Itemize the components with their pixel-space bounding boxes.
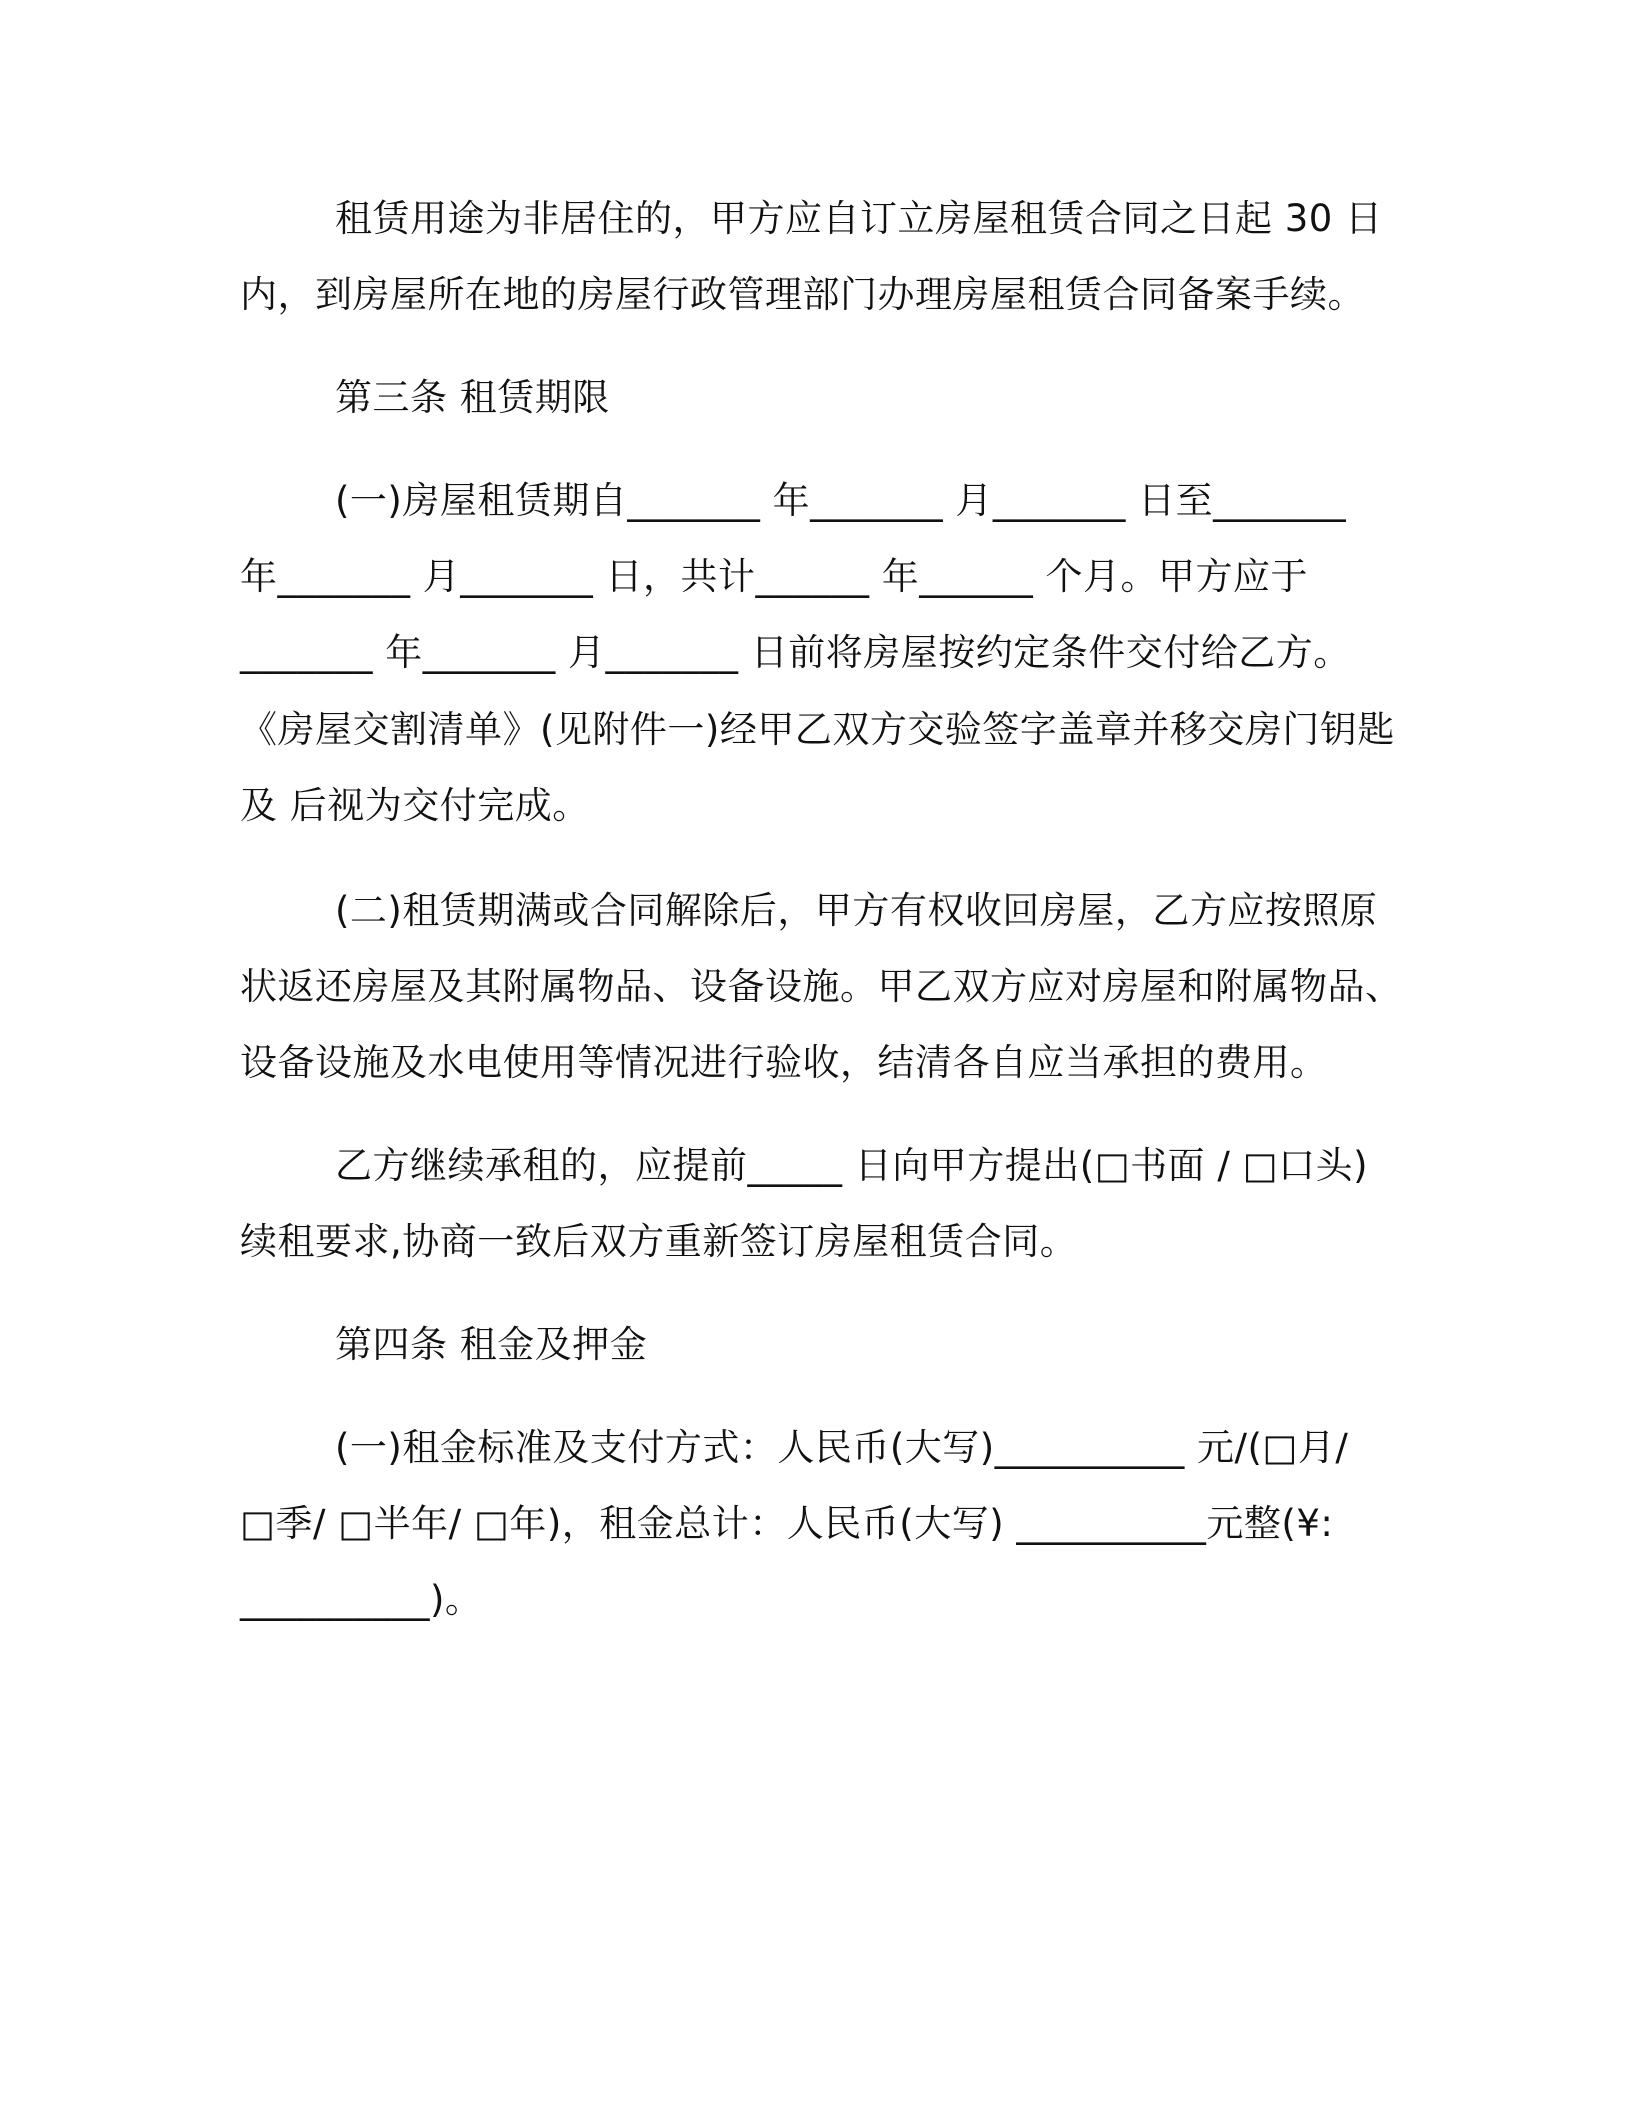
article-3-heading: 第三条 租赁期限 <box>335 376 610 419</box>
paragraph-rent-line-3: __________)。 <box>240 1578 483 1621</box>
paragraph-filing-line-1: 租赁用途为非居住的，甲方应自订立房屋租赁合同之日起 30 日 <box>335 197 1383 240</box>
paragraph-filing-line-2: 内，到房屋所在地的房屋行政管理部门办理房屋租赁合同备案手续。 <box>240 273 1365 316</box>
article-4-heading: 第四条 租金及押金 <box>335 1323 648 1366</box>
paragraph-term-line-5: 及 后视为交付完成。 <box>240 784 590 827</box>
paragraph-term-line-4: 《房屋交割清单》(见附件一)经甲乙双方交验签字盖章并移交房门钥匙 <box>240 708 1395 751</box>
paragraph-term-line-1: (一)房屋租赁期自_______ 年_______ 月_______ 日至_______ <box>335 479 1347 522</box>
paragraph-term-line-2: 年_______ 月_______ 日，共计______ 年______ 个月。甲方应于 <box>240 555 1309 598</box>
paragraph-rent-line-1: (一)租金标准及支付方式：人民币(大写)__________ 元/(□月/ <box>335 1426 1349 1469</box>
paragraph-renewal-line-1: 乙方继续承租的，应提前_____ 日向甲方提出(□书面 / □口头) <box>335 1144 1369 1187</box>
paragraph-renewal-line-2: 续租要求,协商一致后双方重新签订房屋租赁合同。 <box>240 1220 1078 1263</box>
paragraph-return-line-3: 设备设施及水电使用等情况进行验收，结清各自应当承担的费用。 <box>240 1041 1328 1084</box>
paragraph-term-line-3: _______ 年_______ 月_______ 日前将房屋按约定条件交付给乙方。 <box>240 631 1351 674</box>
paragraph-rent-line-2: □季/ □半年/ □年)，租金总计：人民币(大写) __________元整(¥: <box>240 1502 1334 1545</box>
paragraph-return-line-1: (二)租赁期满或合同解除后，甲方有权收回房屋，乙方应按照原 <box>335 889 1378 932</box>
paragraph-return-line-2: 状返还房屋及其附属物品、设备设施。甲乙双方应对房屋和附属物品、 <box>240 965 1403 1008</box>
